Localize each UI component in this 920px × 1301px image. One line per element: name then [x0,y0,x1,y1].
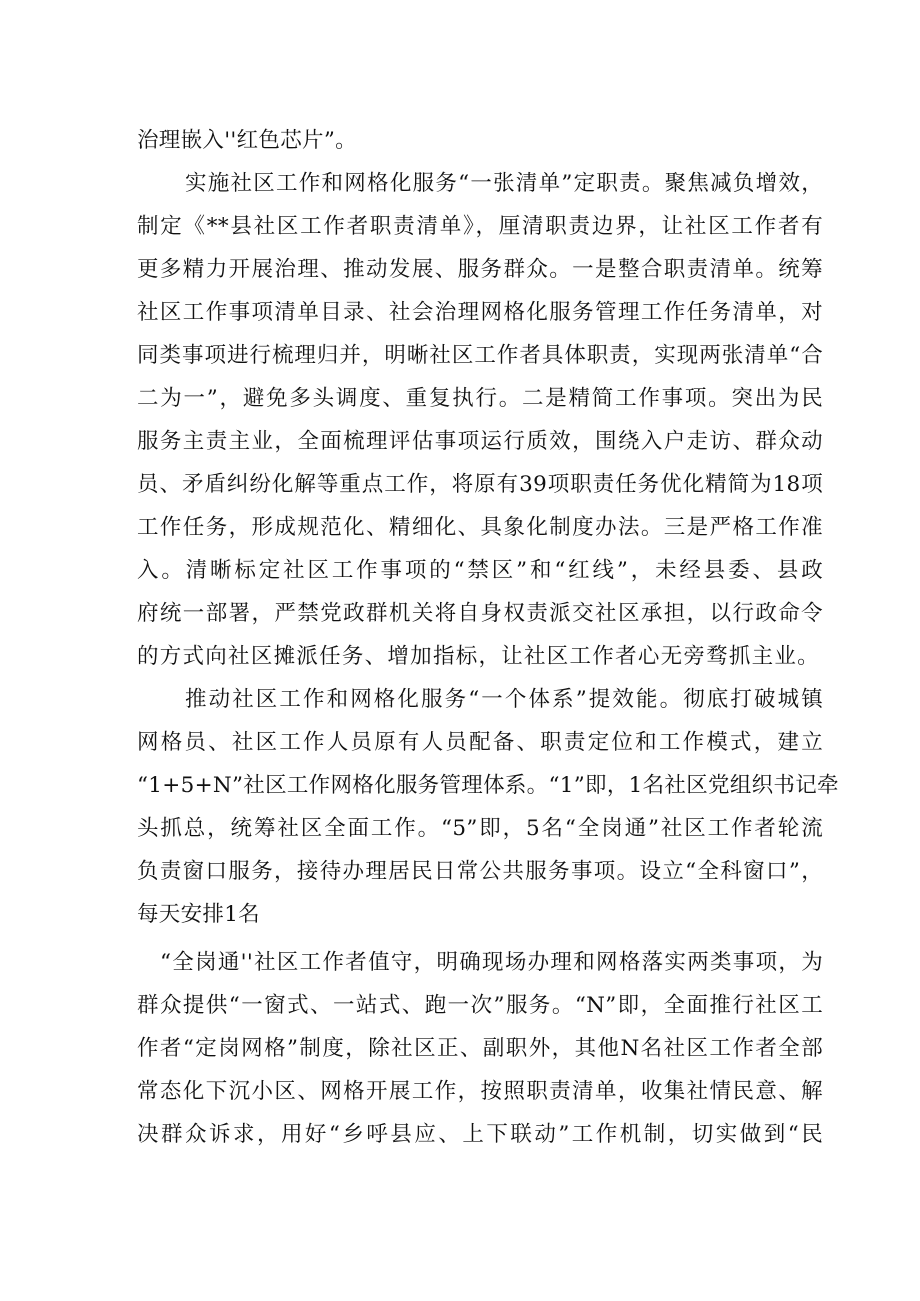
text-line-23: 常态化下沉小区、网格开展工作，按照职责清单，收集社情民意、解 [137,1079,823,1104]
text-line-10: 工作任务，形成规范化、精细化、具象化制度办法。三是严格工作准 [137,515,823,540]
text-line-24: 决群众诉求，用好“乡呼县应、上下联动”工作机制，切实做到“民 [137,1122,823,1147]
text-line-12: 府统一部署，严禁党政群机关将自身权责派交社区承担，以行政命令 [137,601,823,626]
text-line-22: 作者“定岗网格”制度，除社区正、副职外，其他N名社区工作者全部 [137,1036,823,1061]
text-line-6: 同类事项进行梳理归并，明晰社区工作者具体职责，实现两张清单“合 [137,343,823,368]
text-line-21: 群众提供“一窗式、一站式、跑一次”服务。“N”即，全面推行社区工 [137,993,823,1018]
text-line-11: 入。清晰标定社区工作事项的“禁区”和“红线”，未经县委、县政 [137,558,823,583]
text-line-14: 推动社区工作和网格化服务“一个体系”提效能。彻底打破城镇 [185,687,823,712]
text-line-2: 实施社区工作和网格化服务“一张清单”定职责。聚焦减负增效， [185,171,823,196]
text-line-4: 更多精力开展治理、推动发展、服务群众。一是整合职责清单。统筹 [137,257,823,282]
text-line-19: 每天安排1名 [137,902,260,927]
text-line-7: 二为一”，避免多头调度、重复执行。二是精简工作事项。突出为民 [137,386,823,411]
text-line-20: “全岗通''社区工作者值守，明确现场办理和网格落实两类事项，为 [160,950,823,975]
text-line-5: 社区工作事项清单目录、社会治理网格化服务管理工作任务清单，对 [137,300,823,325]
text-line-17: 头抓总，统筹社区全面工作。“5”即，5名“全岗通”社区工作者轮流 [137,816,823,841]
text-line-18: 负责窗口服务，接待办理居民日常公共服务事项。设立“全科窗口”， [137,859,823,884]
text-line-13: 的方式向社区摊派任务、增加指标，让社区工作者心无旁骛抓主业。 [137,644,819,669]
text-line-1: 治理嵌入''红色芯片”。 [137,128,357,153]
text-line-16: “1+5+N”社区工作网格化服务管理体系。“1”即，1名社区党组织书记牵 [137,773,839,798]
text-line-15: 网格员、社区工作人员原有人员配备、职责定位和工作模式，建立 [137,730,823,755]
text-line-8: 服务主责主业，全面梳理评估事项运行质效，围绕入户走访、群众动 [137,429,823,454]
text-line-3: 制定《**县社区工作者职责清单》，厘清职责边界，让社区工作者有 [137,214,823,239]
text-line-9: 员、矛盾纠纷化解等重点工作，将原有39项职责任务优化精简为18项 [137,472,823,497]
